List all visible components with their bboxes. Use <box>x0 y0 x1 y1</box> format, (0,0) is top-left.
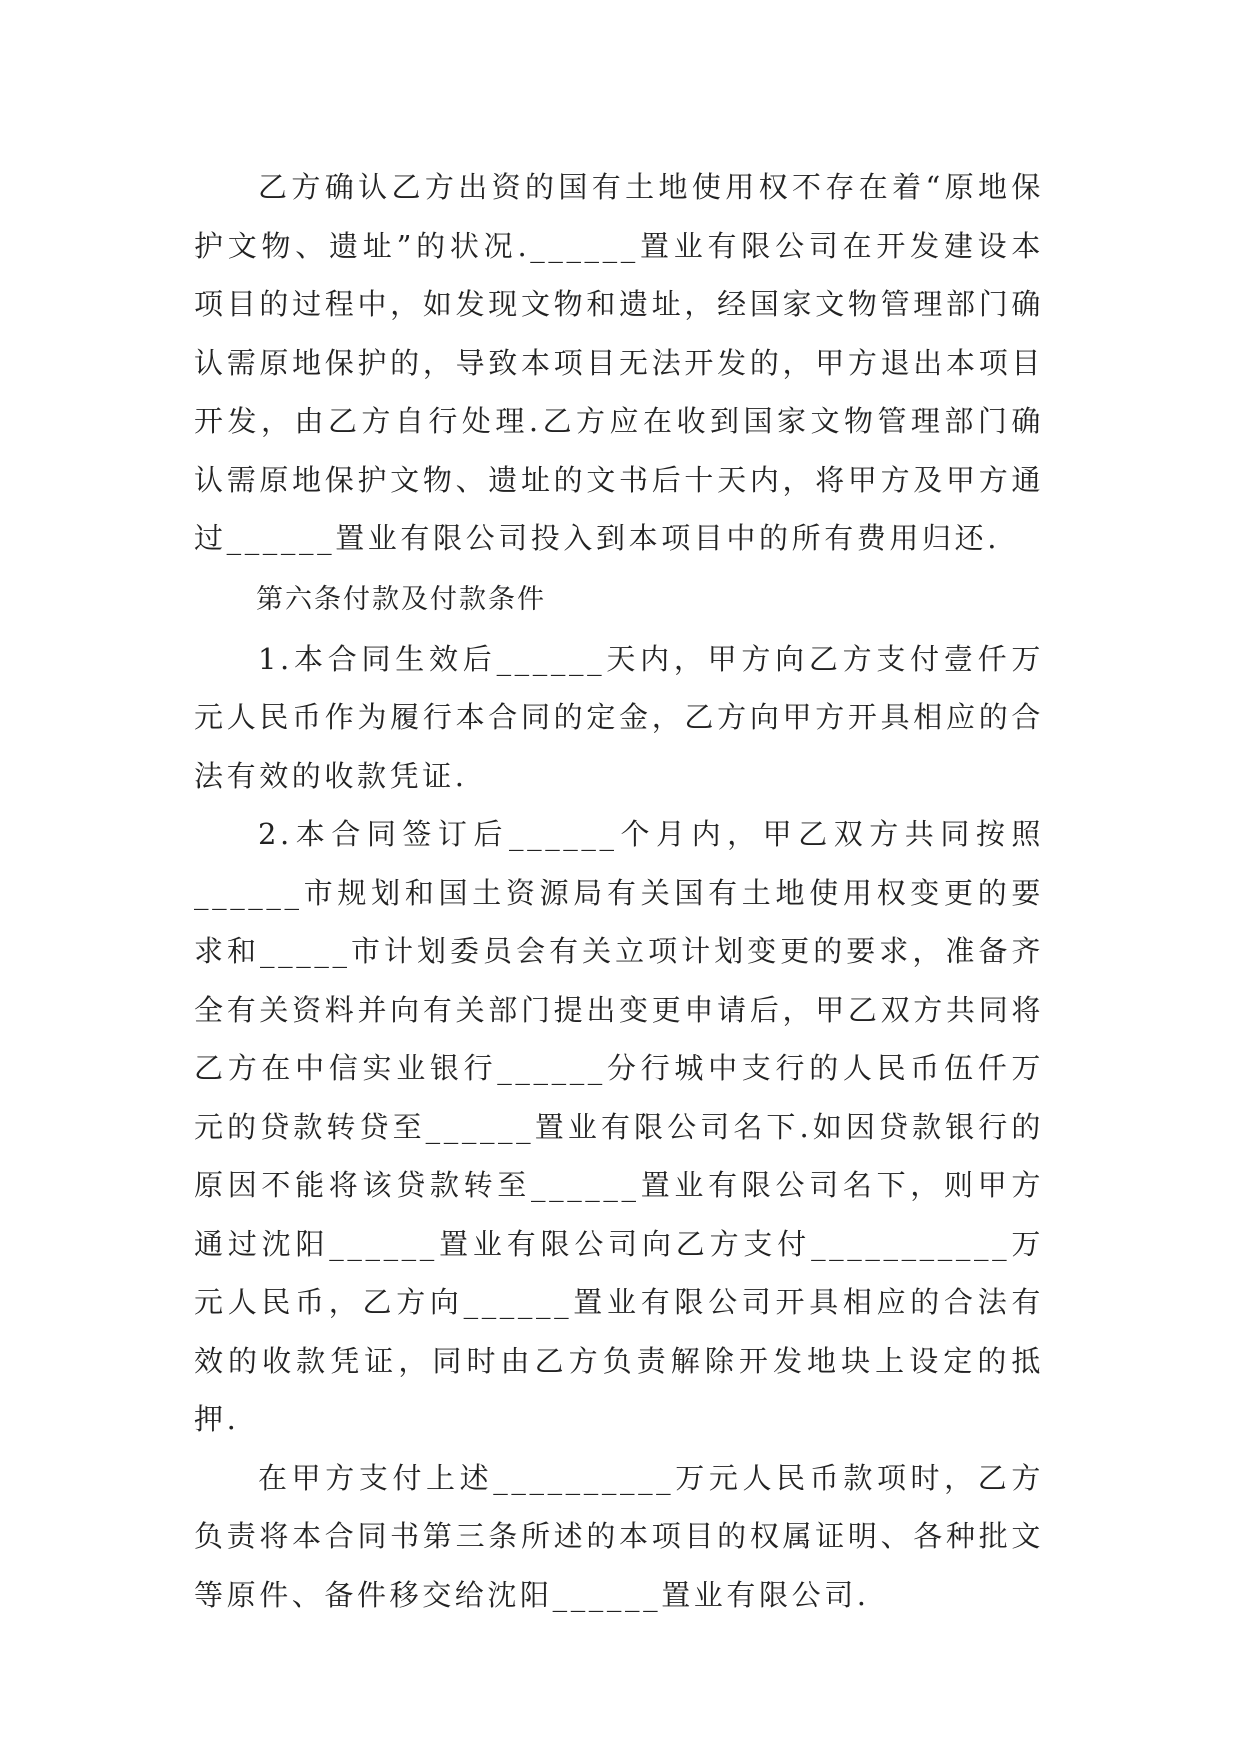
paragraph-cultural-relics: 乙方确认乙方出资的国有土地使用权不存在着“原地保护文物、遗址”的状况.______置业有限公司在开发建设本项目的过程中，如发现文物和遗址，经国家文物管理部门确认需原地保护的，导致本项目无法开发的，甲方退出本项目开发，由乙方自行处理.乙方应在收到国家文物管理部门确认需原地保护文物、遗址的文书后十天内，将甲方及甲方通过______置业有限公司投入到本项目中的所有费用归还. <box>194 170 1044 555</box>
document-page <box>194 158 1044 1624</box>
paragraph-documents-handover: 在甲方支付上述__________万元人民币款项时，乙方负责将本合同书第三条所述的本项目的权属证明、各种批文等原件、备件移交给沈阳______置业有限公司. <box>194 1460 1044 1612</box>
paragraph-deposit-payment: 1.本合同生效后______天内，甲方向乙方支付壹仟万元人民币作为履行本合同的定金，乙方向甲方开具相应的合法有效的收款凭证. <box>194 641 1044 793</box>
article-six-heading: 第六条付款及付款条件 <box>256 583 546 615</box>
paragraph-loan-transfer: 2.本合同签订后______个月内，甲乙双方共同按照______市规划和国土资源局有关国有土地使用权变更的要求和_____市计划委员会有关立项计划变更的要求，准备齐全有关资料并向有关部门提出变更申请后，甲乙双方共同将乙方在中信实业银行______分行城中支行的人民币伍仟万元的贷款转贷至______置业有限公司名下.如因贷款银行的原因不能将该贷款转至______置业有限公司名下，则甲方通过沈阳______置业有限公司向乙方支付___________万元人民币，乙方向______置业有限公司开具相应的合法有效的收款凭证，同时由乙方负责解除开发地块上设定的抵押. <box>194 817 1044 1436</box>
